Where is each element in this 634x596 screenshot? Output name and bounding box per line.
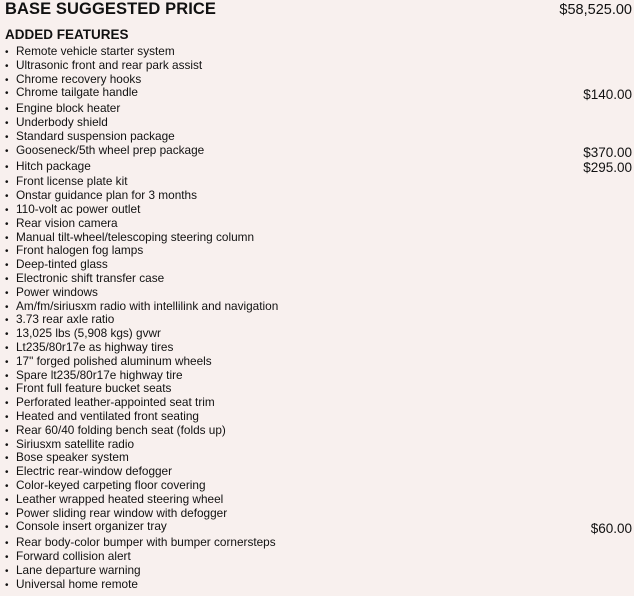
feature-label: • Spare lt235/80r17e highway tire — [5, 369, 183, 384]
feature-label: • Bose speaker system — [5, 451, 129, 466]
feature-row — [5, 73, 632, 87]
feature-row — [5, 160, 632, 176]
feature-row — [5, 479, 632, 493]
feature-row — [5, 369, 632, 383]
feature-price: $60.00 — [590, 521, 632, 537]
feature-label: • Standard suspension package — [5, 130, 175, 145]
feature-label: • Front full feature bucket seats — [5, 382, 171, 397]
feature-label: • Remote vehicle starter system — [5, 45, 175, 60]
feature-label: • 17" forged polished aluminum wheels — [5, 355, 212, 370]
base-price-header — [5, 0, 632, 20]
feature-label: • Rear vision camera — [5, 217, 118, 232]
added-features-list — [5, 45, 632, 591]
feature-label: • 3.73 rear axle ratio — [5, 313, 114, 328]
feature-label: • Front halogen fog lamps — [5, 244, 143, 259]
feature-row — [5, 327, 632, 341]
feature-label: • Front license plate kit — [5, 175, 127, 190]
feature-label: • Color-keyed carpeting floor covering — [5, 479, 206, 494]
feature-label: • Underbody shield — [5, 116, 108, 131]
feature-row — [5, 578, 632, 592]
feature-row — [5, 550, 632, 564]
feature-label: • Chrome tailgate handle — [5, 86, 138, 101]
feature-price: $140.00 — [583, 87, 632, 103]
feature-label: • Hitch package — [5, 160, 91, 175]
feature-label: • 110-volt ac power outlet — [5, 203, 140, 218]
feature-label: • Am/fm/siriusxm radio with intellilink and navigation — [5, 300, 278, 315]
feature-label: • Power windows — [5, 286, 98, 301]
added-features-title: ADDED FEATURES — [5, 27, 129, 42]
feature-row — [5, 272, 632, 286]
feature-label: • Lane departure warning — [5, 564, 141, 579]
feature-label: • Onstar guidance plan for 3 months — [5, 189, 197, 204]
feature-label: • Power sliding rear window with defogger — [5, 507, 227, 522]
feature-price: $295.00 — [583, 160, 632, 176]
feature-label: • Ultrasonic front and rear park assist — [5, 59, 202, 74]
feature-label: • Electronic shift transfer case — [5, 272, 164, 287]
feature-row — [5, 300, 632, 314]
feature-row — [5, 451, 632, 465]
feature-row — [5, 203, 632, 217]
feature-label: • Deep-tinted glass — [5, 258, 108, 273]
feature-row — [5, 536, 632, 550]
feature-label: • Forward collision alert — [5, 550, 131, 565]
feature-row — [5, 438, 632, 452]
feature-row — [5, 313, 632, 327]
feature-row — [5, 520, 632, 536]
feature-row — [5, 59, 632, 73]
feature-label: • Manual tilt-wheel/telescoping steering column — [5, 231, 254, 246]
base-price-title: BASE SUGGESTED PRICE — [5, 0, 217, 18]
feature-row — [5, 231, 632, 245]
feature-row — [5, 86, 632, 102]
feature-label: • Lt235/80r17e as highway tires — [5, 341, 173, 356]
feature-label: • 13,025 lbs (5,908 kgs) gvwr — [5, 327, 161, 342]
feature-label: • Electric rear-window defogger — [5, 465, 172, 480]
feature-label: • Rear 60/40 folding bench seat (folds up) — [5, 424, 226, 439]
feature-row — [5, 507, 632, 521]
feature-label: • Perforated leather-appointed seat trim — [5, 396, 215, 411]
feature-label: • Universal home remote — [5, 578, 138, 593]
feature-row — [5, 493, 632, 507]
feature-label: • Console insert organizer tray — [5, 520, 167, 535]
feature-label: • Gooseneck/5th wheel prep package — [5, 144, 204, 159]
feature-row — [5, 286, 632, 300]
feature-row — [5, 258, 632, 272]
feature-row — [5, 102, 632, 116]
feature-label: • Siriusxm satellite radio — [5, 438, 134, 453]
feature-label: • Rear body-color bumper with bumper cornersteps — [5, 536, 276, 551]
feature-row — [5, 244, 632, 258]
feature-row — [5, 382, 632, 396]
feature-row — [5, 355, 632, 369]
feature-price: $370.00 — [583, 144, 632, 160]
feature-row — [5, 396, 632, 410]
feature-row — [5, 144, 632, 160]
feature-row — [5, 424, 632, 438]
feature-row — [5, 564, 632, 578]
feature-label: • Leather wrapped heated steering wheel — [5, 493, 223, 508]
feature-row — [5, 189, 632, 203]
base-price-value: $58,525.00 — [559, 2, 632, 18]
feature-row — [5, 45, 632, 59]
feature-row — [5, 116, 632, 130]
feature-label: • Chrome recovery hooks — [5, 73, 141, 88]
feature-row — [5, 217, 632, 231]
feature-label: • Heated and ventilated front seating — [5, 410, 199, 425]
feature-row — [5, 341, 632, 355]
feature-row — [5, 465, 632, 479]
feature-row — [5, 130, 632, 144]
feature-row — [5, 175, 632, 189]
feature-row — [5, 410, 632, 424]
feature-label: • Engine block heater — [5, 102, 120, 117]
